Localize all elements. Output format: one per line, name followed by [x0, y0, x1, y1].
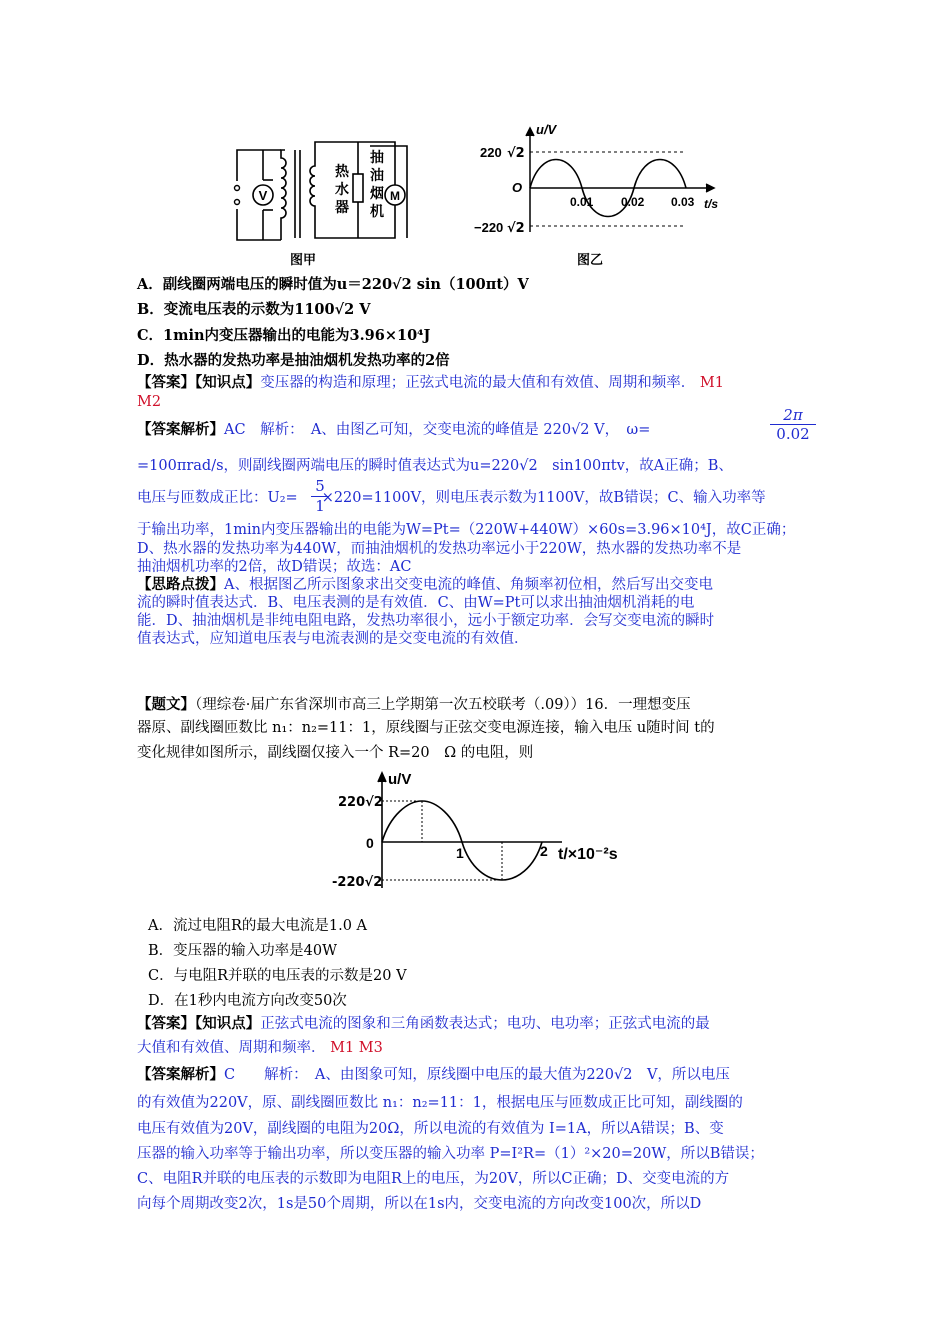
frac1-denominator: 0.02 [770, 424, 816, 443]
q2-option-b: B．变压器的输入功率是40W [148, 943, 338, 959]
q1-analysis-line-3 [137, 488, 766, 508]
q1-analysis-tag: 【答案解析】 [137, 421, 224, 438]
voltmeter-label: V [258, 188, 268, 203]
y-min-sqrt: √2 [507, 221, 525, 236]
q1-analysis-text-3a: 电压与匝数成正比：U₂= [137, 490, 298, 506]
q1-answer-line [137, 373, 724, 393]
q2-analysis-line-3: 电压有效值为20V，副线圈的电阻为20Ω，所以电流的有效值为 I=1A，所以A错误；B、变 [137, 1121, 724, 1137]
q2-analysis-line-1 [137, 1064, 730, 1086]
q1-option-a: A．副线圈两端电压的瞬时值为u＝220√2 sin（100πt）V [137, 276, 529, 293]
q2-sine-curve [382, 801, 542, 880]
fan-char-2: 油 [370, 167, 384, 183]
q2-option-d: D．在1秒内电流方向改变50次 [148, 993, 347, 1009]
t-axis-label: t/s [704, 197, 719, 211]
figure-label-yi: 图乙 [576, 252, 604, 267]
q1-analysis-line-1 [137, 420, 650, 440]
q2-analysis-line-2: 的有效值为220V，原、副线圈匝数比 n₁：n₂=11：1，根据电压与匝数成正比可知，副线圈的 [137, 1095, 743, 1111]
q1-tip-line-2: 流的瞬时值表达式．B、电压表测的是有效值．C、由W=Pt可以求出抽油烟机消耗的电 [137, 595, 695, 611]
q1-analysis-line-4: 于输出功率，1min内变压器输出的电能为W=Pt=（220W+440W）×60s=3.96×10⁴J，故C正确； [137, 522, 796, 538]
origin-label: O [512, 180, 523, 195]
q2-analysis-line-6: 向每个周期改变2次，1s是50个周期，所以在1s内，交变电流的方向改变100次，所以D [137, 1196, 702, 1212]
heater-char-1: 热 [335, 163, 349, 179]
motor-label: M [390, 189, 400, 203]
q1-analysis-line-6: 抽油烟机功率的2倍，故D错误；故选：AC [137, 559, 412, 575]
q1-tip-tag: 【思路点拨】 [137, 576, 224, 593]
y-max-sqrt: √2 [507, 146, 525, 161]
q2-stem-text-1: （理综卷·届广东省深圳市高三上学期第一次五校联考（.09））16．一理想变压 [195, 697, 691, 713]
q2-tick-2: 2 [540, 843, 548, 859]
q2-voltage-graph [330, 770, 650, 900]
figure-label-jia: 图甲 [289, 252, 317, 267]
tick-003: 0.03 [671, 195, 695, 209]
q2-stem-line-3: 变化规律如图所示，副线圈仅接入一个 R=20 Ω 的电阻，则 [137, 745, 534, 761]
heater-char-3: 器 [335, 199, 349, 215]
frac2-numerator: 5 [315, 477, 325, 495]
q1-option-b: B．变流电压表的示数为1100√2 V [137, 301, 371, 318]
q2-y-axis-label: u/V [388, 771, 412, 788]
fan-char-4: 机 [370, 203, 384, 219]
q2-analysis-text-1: C 解析： A、由图象可知，原线圈中电压的最大值为220√2 V，所以电压 [224, 1067, 730, 1083]
q1-option-d: D．热水器的发热功率是抽油烟机发热功率的2倍 [137, 352, 450, 369]
waveform-chart [470, 122, 730, 272]
q1-analysis-text-3b: ×220=1100V，则电压表示数为1100V，故B错误；C、输入功率等 [321, 490, 766, 506]
q1-kp-code1: M1 [699, 375, 724, 391]
q1-kp-code2: M2 [137, 394, 162, 410]
q2-kp-tag: 【知识点】 [195, 1015, 261, 1032]
q2-stem-tag: 【题文】 [137, 696, 195, 713]
q1-analysis-line-5: D、热水器的发热功率为440W，而抽油烟机的发热功率远小于220W，热水器的发热功率不是 [137, 541, 742, 557]
fan-char-3: 烟 [370, 185, 384, 201]
y-axis-label: u/V [536, 122, 557, 137]
q2-analysis-tag: 【答案解析】 [137, 1066, 224, 1083]
q2-answer-tag: 【答案】 [137, 1015, 195, 1032]
y-max-label: 220 [480, 145, 502, 160]
q1-analysis-text-1: AC 解析： A、由图乙可知，交变电流的峰值是 220√2 V， ω= [224, 422, 651, 438]
q2-y-max-label: 220√2 [338, 795, 383, 810]
q1-kp-tag: 【知识点】 [195, 374, 261, 391]
q1-tip-line-3: 能．D、抽油烟机是非纯电阻电路，发热功率很小，远小于额定功率．会写交变电流的瞬时 [137, 613, 715, 629]
q1-answer-tag: 【答案】 [137, 374, 195, 391]
q1-tip-line-1 [137, 575, 713, 595]
q2-kp-text-2: 大值和有效值、周期和频率． [137, 1040, 326, 1056]
frac1-numerator: 2π [783, 406, 803, 424]
q2-stem-line-1 [137, 693, 691, 717]
q2-stem-line-2: 器原、副线圈匝数比 n₁：n₂=11：1，原线圈与正弦交变电源连接，输入电压 u随时间 t的 [137, 720, 715, 736]
q1-option-c: C．1min内变压器输出的电能为3.96×10⁴J [137, 327, 431, 344]
tick-001: 0.01 [570, 195, 594, 209]
q2-answer-line-1 [137, 1013, 710, 1035]
tick-002: 0.02 [621, 195, 645, 209]
q1-fraction-omega [770, 406, 816, 443]
q2-tick-1: 1 [456, 845, 464, 861]
circuit-diagram [225, 128, 435, 268]
q1-tip-line-4: 值表达式，应知道电压表与电流表测的是交变电流的有效值． [137, 631, 529, 647]
q2-origin-label: 0 [366, 835, 374, 851]
q1-analysis-line-2: =100πrad/s，则副线圈两端电压的瞬时值表达式为u=220√2 sin100πtv，故A正确；B、 [137, 458, 733, 474]
q1-fraction-u2 [311, 477, 329, 516]
q2-option-a: A．流过电阻R的最大电流是1.0 A [148, 918, 368, 934]
q2-answer-line-2 [137, 1037, 383, 1059]
q2-kp-text-1: 正弦式电流的图象和三角函数表达式；电功、电功率；正弦式电流的最 [260, 1016, 710, 1032]
q2-y-min-label: -220√2 [332, 875, 383, 890]
q2-option-c: C．与电阻R并联的电压表的示数是20 V [148, 968, 407, 984]
q1-tip-text-1: A、根据图乙所示图象求出交变电流的峰值、角频率初位相，然后写出交变电 [224, 577, 713, 593]
q2-t-axis-label: t/×10⁻²s [558, 846, 618, 863]
heater-char-2: 水 [335, 181, 349, 197]
y-min-label: −220 [474, 220, 504, 235]
q2-analysis-line-5: C、电阻R并联的电压表的示数即为电阻R上的电压，为20V，所以C正确；D、交变电流的方 [137, 1171, 730, 1187]
fan-char-1: 抽 [370, 149, 384, 165]
q2-kp-codes: M1 M3 [330, 1040, 383, 1056]
frac2-denominator: 1 [311, 496, 329, 516]
q1-kp-text: 变压器的构造和原理；正弦式电流的最大值和有效值、周期和频率． [260, 375, 696, 391]
q2-analysis-line-4: 压器的输入功率等于输出功率，所以变压器的输入功率 P=I²R=（1）²×20=20W，所以B错误； [137, 1146, 764, 1162]
